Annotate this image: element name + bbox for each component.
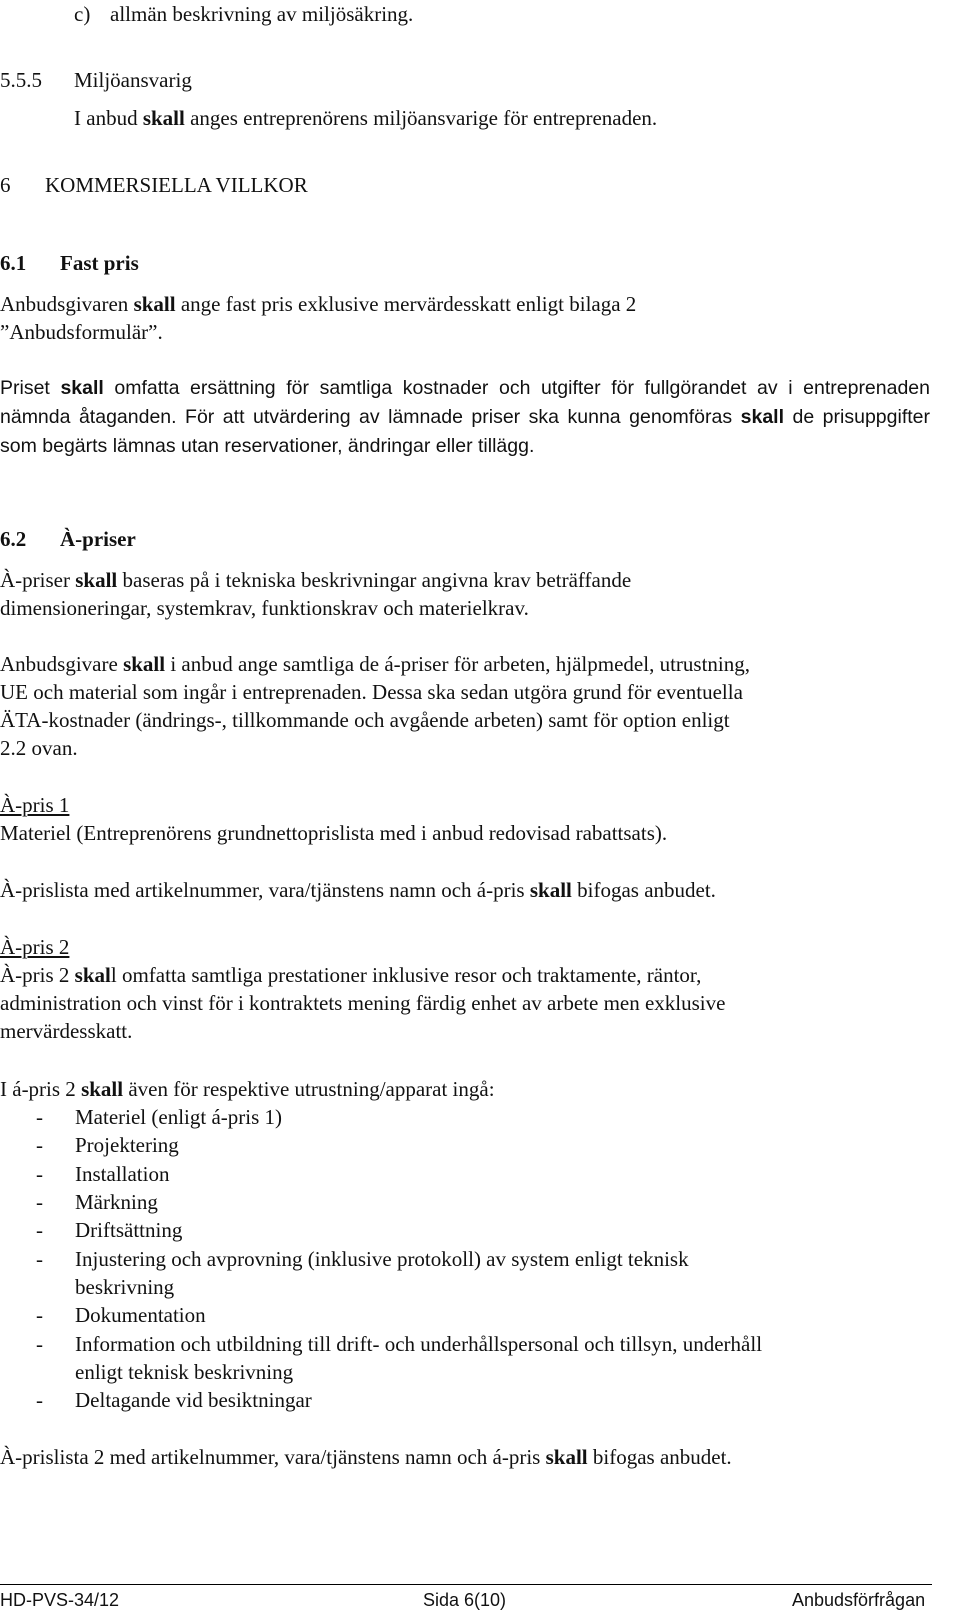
list-item-text: Injustering och avprovning (inklusive protokoll) av system enligt teknisk [75, 1247, 689, 1271]
text-run: ange fast pris exklusive mervärdesskatt enligt bilaga 2 [175, 292, 637, 316]
paragraph-line: Materiel (Entreprenörens grundnettoprislista med i anbud redovisad rabattsats). [0, 821, 668, 845]
chapter-title: KOMMERSIELLA VILLKOR [45, 173, 308, 197]
text-run: Anbudsgivaren [0, 292, 134, 316]
list-marker: c) [74, 2, 91, 26]
paragraph [74, 104, 657, 132]
paragraph-line [0, 1443, 732, 1471]
text-run: bifogas anbudet. [587, 1445, 732, 1469]
list-item-text: beskrivning [75, 1275, 175, 1299]
bold-text: skall [123, 652, 166, 676]
text-run: anges entreprenörens miljöansvarige för entreprenaden. [184, 106, 658, 130]
paragraph-line: ”Anbudsformulär”. [0, 320, 163, 344]
paragraph-line: ÄTA-kostnader (ändrings-, tillkommande och avgående arbeten) samt för option enligt [0, 708, 730, 732]
paragraph-line [0, 290, 636, 318]
subheading: À-pris 2 [0, 935, 70, 959]
text-run: i anbud ange samtliga de á-priser för arbeten, hjälpmedel, utrustning, [165, 652, 750, 676]
footer-document-type: Anbudsförfrågan [792, 1590, 926, 1610]
paragraph-line [0, 650, 750, 678]
list-item-text: Deltagande vid besiktningar [75, 1388, 312, 1412]
section-number: 6.1 [0, 251, 27, 275]
text-run: omfatta ersättning för samtliga kostnader och utgifter för fullgörandet av i entreprenaden nämnda åtaganden. För att utvärdering av lämnade priser ska kunna genomföras [0, 377, 931, 428]
paragraph [0, 374, 930, 461]
bold-text: skall [142, 106, 185, 130]
footer-divider [0, 1584, 932, 1585]
chapter-number: 6 [0, 173, 11, 197]
list-bullet: - [36, 1303, 43, 1327]
bold-text: skall [529, 878, 572, 902]
paragraph-line [0, 566, 631, 594]
list-bullet: - [36, 1332, 43, 1356]
text-run: À-prislista 2 med artikelnummer, vara/tjänstens namn och á-pris [0, 1445, 546, 1469]
text-run: I anbud [74, 106, 143, 130]
list-bullet: - [36, 1218, 43, 1242]
text-run: À-priser [0, 568, 76, 592]
text-run: Priset [0, 377, 61, 399]
text-run: À-pris 2 [0, 963, 75, 987]
list-item-text: Information och utbildning till drift- och underhållspersonal och tillsyn, underhåll [75, 1332, 763, 1356]
subheading: À-pris 1 [0, 793, 70, 817]
bold-text: skall [75, 568, 118, 592]
paragraph-line: administration och vinst för i kontraktets mening färdig enhet av arbete men exklusive [0, 991, 726, 1015]
section-number: 6.2 [0, 527, 27, 551]
section-title: Fast pris [60, 251, 139, 275]
text-run: Anbudsgivare [0, 652, 124, 676]
list-bullet: - [36, 1133, 43, 1157]
bold-text: skall [740, 406, 784, 428]
text-run: l omfatta samtliga prestationer inklusive resor och traktamente, räntor, [110, 963, 702, 987]
paragraph-line: 2.2 ovan. [0, 736, 78, 760]
paragraph-line [0, 961, 701, 989]
list-item-text: Driftsättning [75, 1218, 183, 1242]
bold-text: skall [133, 292, 176, 316]
list-item-text: Dokumentation [75, 1303, 206, 1327]
list-item-text: Märkning [75, 1190, 158, 1214]
bold-text: skall [81, 1077, 124, 1101]
paragraph-line [0, 876, 716, 904]
footer-page-number: Sida 6(10) [423, 1590, 507, 1610]
list-item-c [74, 0, 414, 28]
list-bullet: - [36, 1247, 43, 1271]
list-item-text: Installation [75, 1162, 170, 1186]
list-item-text: allmän beskrivning av miljösäkring. [110, 2, 414, 26]
bold-text: skall [60, 377, 104, 399]
text-run: À-prislista med artikelnummer, vara/tjänstens namn och á-pris [0, 878, 530, 902]
section-title: À-priser [60, 527, 136, 551]
paragraph-line [0, 1075, 495, 1103]
bold-text: skal [74, 963, 111, 987]
bold-text: skall [545, 1445, 588, 1469]
footer-document-id: HD-PVS-34/12 [0, 1590, 120, 1610]
paragraph-line: mervärdesskatt. [0, 1019, 133, 1043]
list-bullet: - [36, 1190, 43, 1214]
paragraph-line: UE och material som ingår i entreprenaden. Dessa ska sedan utgöra grund för eventuella [0, 680, 743, 704]
list-item-text: Materiel (enligt á-pris 1) [75, 1105, 283, 1129]
list-item-text: enligt teknisk beskrivning [75, 1360, 294, 1384]
paragraph-line: dimensioneringar, systemkrav, funktionskrav och materielkrav. [0, 596, 529, 620]
text-run: de prisuppgifter som begärts lämnas utan reservationer, ändringar eller tillägg. [0, 406, 930, 457]
text-run: även för respektive utrustning/apparat ingå: [123, 1077, 495, 1101]
list-bullet: - [36, 1162, 43, 1186]
section-title: Miljöansvarig [74, 68, 192, 92]
list-item-text: Projektering [75, 1133, 179, 1157]
list-bullet: - [36, 1388, 43, 1412]
text-run: baseras på i tekniska beskrivningar angivna krav beträffande [117, 568, 632, 592]
list-bullet: - [36, 1105, 43, 1129]
text-run: I á-pris 2 [0, 1077, 82, 1101]
text-run: bifogas anbudet. [571, 878, 716, 902]
section-number: 5.5.5 [0, 68, 42, 92]
